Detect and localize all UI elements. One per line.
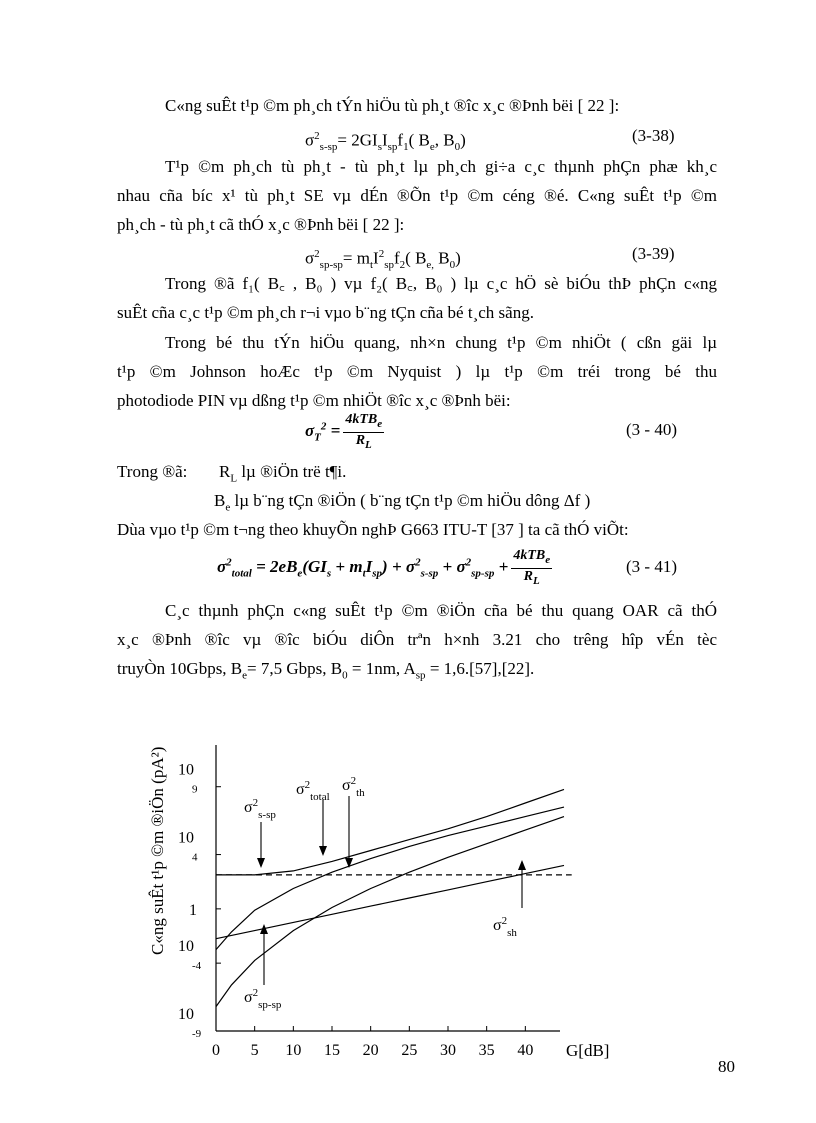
paragraph-6-line-3: truyÒn 10Gbps, $B_e= 7,5$ Gbps, $B_0 = 1nm$, $A_{sp} = 1,6.[57],[22]$. xyxy=(117,659,535,682)
x-tick-label: 15 xyxy=(324,1042,340,1059)
y-tick-label: 10 xyxy=(178,938,194,956)
equation-3-39: $\sigma^2_{sp-sp}= m_tI^2_{sp}f_2$( $B_{e,}$ $B_0$) xyxy=(305,248,461,272)
y-tick-exponent: -4 xyxy=(192,960,202,973)
annotation-th xyxy=(342,775,365,868)
equation-3-38: $\sigma^2_{s-sp}= 2GI_sI_{sp}f_1$( $B_e$, $B_0$) xyxy=(305,130,466,154)
equation-number-3-40: (3 - 40) xyxy=(626,420,677,439)
equation-number-3-38: (3-38) xyxy=(632,126,675,145)
y-tick-label: 10 xyxy=(178,1006,194,1023)
paragraph-2-line-2: nhau cña bíc x¹ tù ph¸t SE vµ dÉn ®Õn t¹p ©m céng ®é. C«ng suÊt t¹p ©m xyxy=(117,186,717,205)
x-tick-label: 40 xyxy=(517,1042,534,1059)
paragraph-4-line-2: t¹p ©m Johnson hoÆc t¹p ©m Nyquist ) lµ t¹p ©m tréi trong bé thu xyxy=(117,362,717,381)
y-tick-exponent: 9 xyxy=(192,783,198,796)
x-tick-label: 30 xyxy=(440,1042,456,1059)
y-axis-label: C«ng suÊt t¹p ©m ®iÖn (pA²) xyxy=(148,746,167,955)
paragraph-3-line-2: suÊt cña c¸c t¹p ©m ph¸ch r¬i vµo b¨ng tÇn cña bé t¸ch sãng. xyxy=(117,303,534,322)
page-number: 80 xyxy=(718,1057,735,1076)
equation-3-41: $\sigma^2_{total} = 2eB_e(GI_s + m_tI_{sp}) + \sigma^2_{s-sp} + \sigma^2_{sp-sp}$ + $\frac{4kTB_e}{R_L}$ xyxy=(217,548,551,587)
paragraph-4-line-1: Trong bé thu tÝn hiÖu quang, nh×n chung t¹p ©m nhiÖt ( cßn gäi lµ xyxy=(165,333,717,352)
x-tick-label: 0 xyxy=(212,1042,220,1059)
x-tick-label: 10 xyxy=(285,1042,302,1059)
y-tick-label: 1 xyxy=(189,901,197,919)
chart-axes xyxy=(216,745,560,1031)
label-sh: $\sigma^2_{sh}$ xyxy=(493,915,517,939)
series-line xyxy=(216,789,564,875)
paragraph-2-line-3: ph¸ch - tù ph¸t cã thÓ x¸c ®Þnh bëi [ 22 ]: xyxy=(117,215,405,234)
label-sp-sp: $\sigma^2_{sp-sp}$ xyxy=(244,987,282,1011)
y-tick-label: 10 xyxy=(178,829,194,847)
label-th: $\sigma^2_{th}$ xyxy=(342,775,365,799)
annotation-sh xyxy=(493,860,526,939)
x-tick-label: 5 xyxy=(250,1042,259,1059)
paragraph-2-line-1: T¹p ©m ph¸ch tù ph¸t - tù ph¸t lµ ph¸ch gi÷a c¸c thµnh phÇn phæ kh¸c xyxy=(165,157,717,176)
equation-3-40: $\sigma_T^2$ = $\frac{4kTB_e}{R_L}$ xyxy=(305,412,383,451)
chart-ticks xyxy=(178,762,533,1059)
y-tick-exponent: 4 xyxy=(192,851,198,864)
where-be-line: $B_e$ lµ b¨ng tÇn ®iÖn ( b¨ng tÇn t¹p ©m hiÖu dông Δf ) xyxy=(214,491,591,514)
label-s-sp: $\sigma^2_{s-sp}$ xyxy=(244,797,276,821)
annotation-sp-sp xyxy=(244,924,282,1011)
x-tick-label: 35 xyxy=(478,1042,495,1059)
annotation-s-sp xyxy=(244,797,276,868)
paragraph-1: C«ng suÊt t¹p ©m ph¸ch tÝn hiÖu tù ph¸t ®îc x¸c ®Þnh bëi [ 22 ]: xyxy=(165,96,620,115)
equation-number-3-39: (3-39) xyxy=(632,244,675,263)
equation-number-3-41: (3 - 41) xyxy=(626,557,677,576)
chart-series xyxy=(216,789,572,1006)
y-tick-label: 10 xyxy=(178,761,194,779)
paragraph-6-line-1: C¸c thµnh phÇn c«ng suÊt t¹p ©m ®iÖn cña bé thu quang OAR cã thÓ xyxy=(165,601,717,620)
label-total: $\sigma^2_{total}$ xyxy=(296,779,330,803)
x-tick-label: 25 xyxy=(401,1042,418,1059)
y-tick-exponent: -9 xyxy=(192,1028,202,1040)
paragraph-5: Dùa vµo t¹p ©m t¬ng theo khuyÕn nghÞ G663 ITU-T [37 ] ta cã thÓ viÕt: xyxy=(117,520,629,539)
where-label: Trong ®ã: xyxy=(117,462,188,481)
paragraph-6-line-2: x¸c ®Þnh ®îc vµ ®îc biÓu diÔn trªn h×nh 3.21 cho trêng hîp vÉn tèc xyxy=(117,630,717,649)
paragraph-4-line-3: photodiode PIN vµ dßng t¹p ©m nhiÖt ®îc x¸c ®Þnh bëi: xyxy=(117,391,511,410)
x-tick-label: 20 xyxy=(362,1042,379,1059)
where-rl-line: $R_L$ lµ ®iÖn trë t¶i. xyxy=(219,462,347,485)
annotation-total xyxy=(296,779,330,856)
x-axis-label: G[dB] xyxy=(566,1041,610,1060)
paragraph-3-line-1: Trong ®ã f₁( B꜀ , B₀ ) vµ f₂( B꜀, B₀ ) lµ c¸c hÖ sè biÓu thÞ phÇn c«ng xyxy=(165,274,717,293)
